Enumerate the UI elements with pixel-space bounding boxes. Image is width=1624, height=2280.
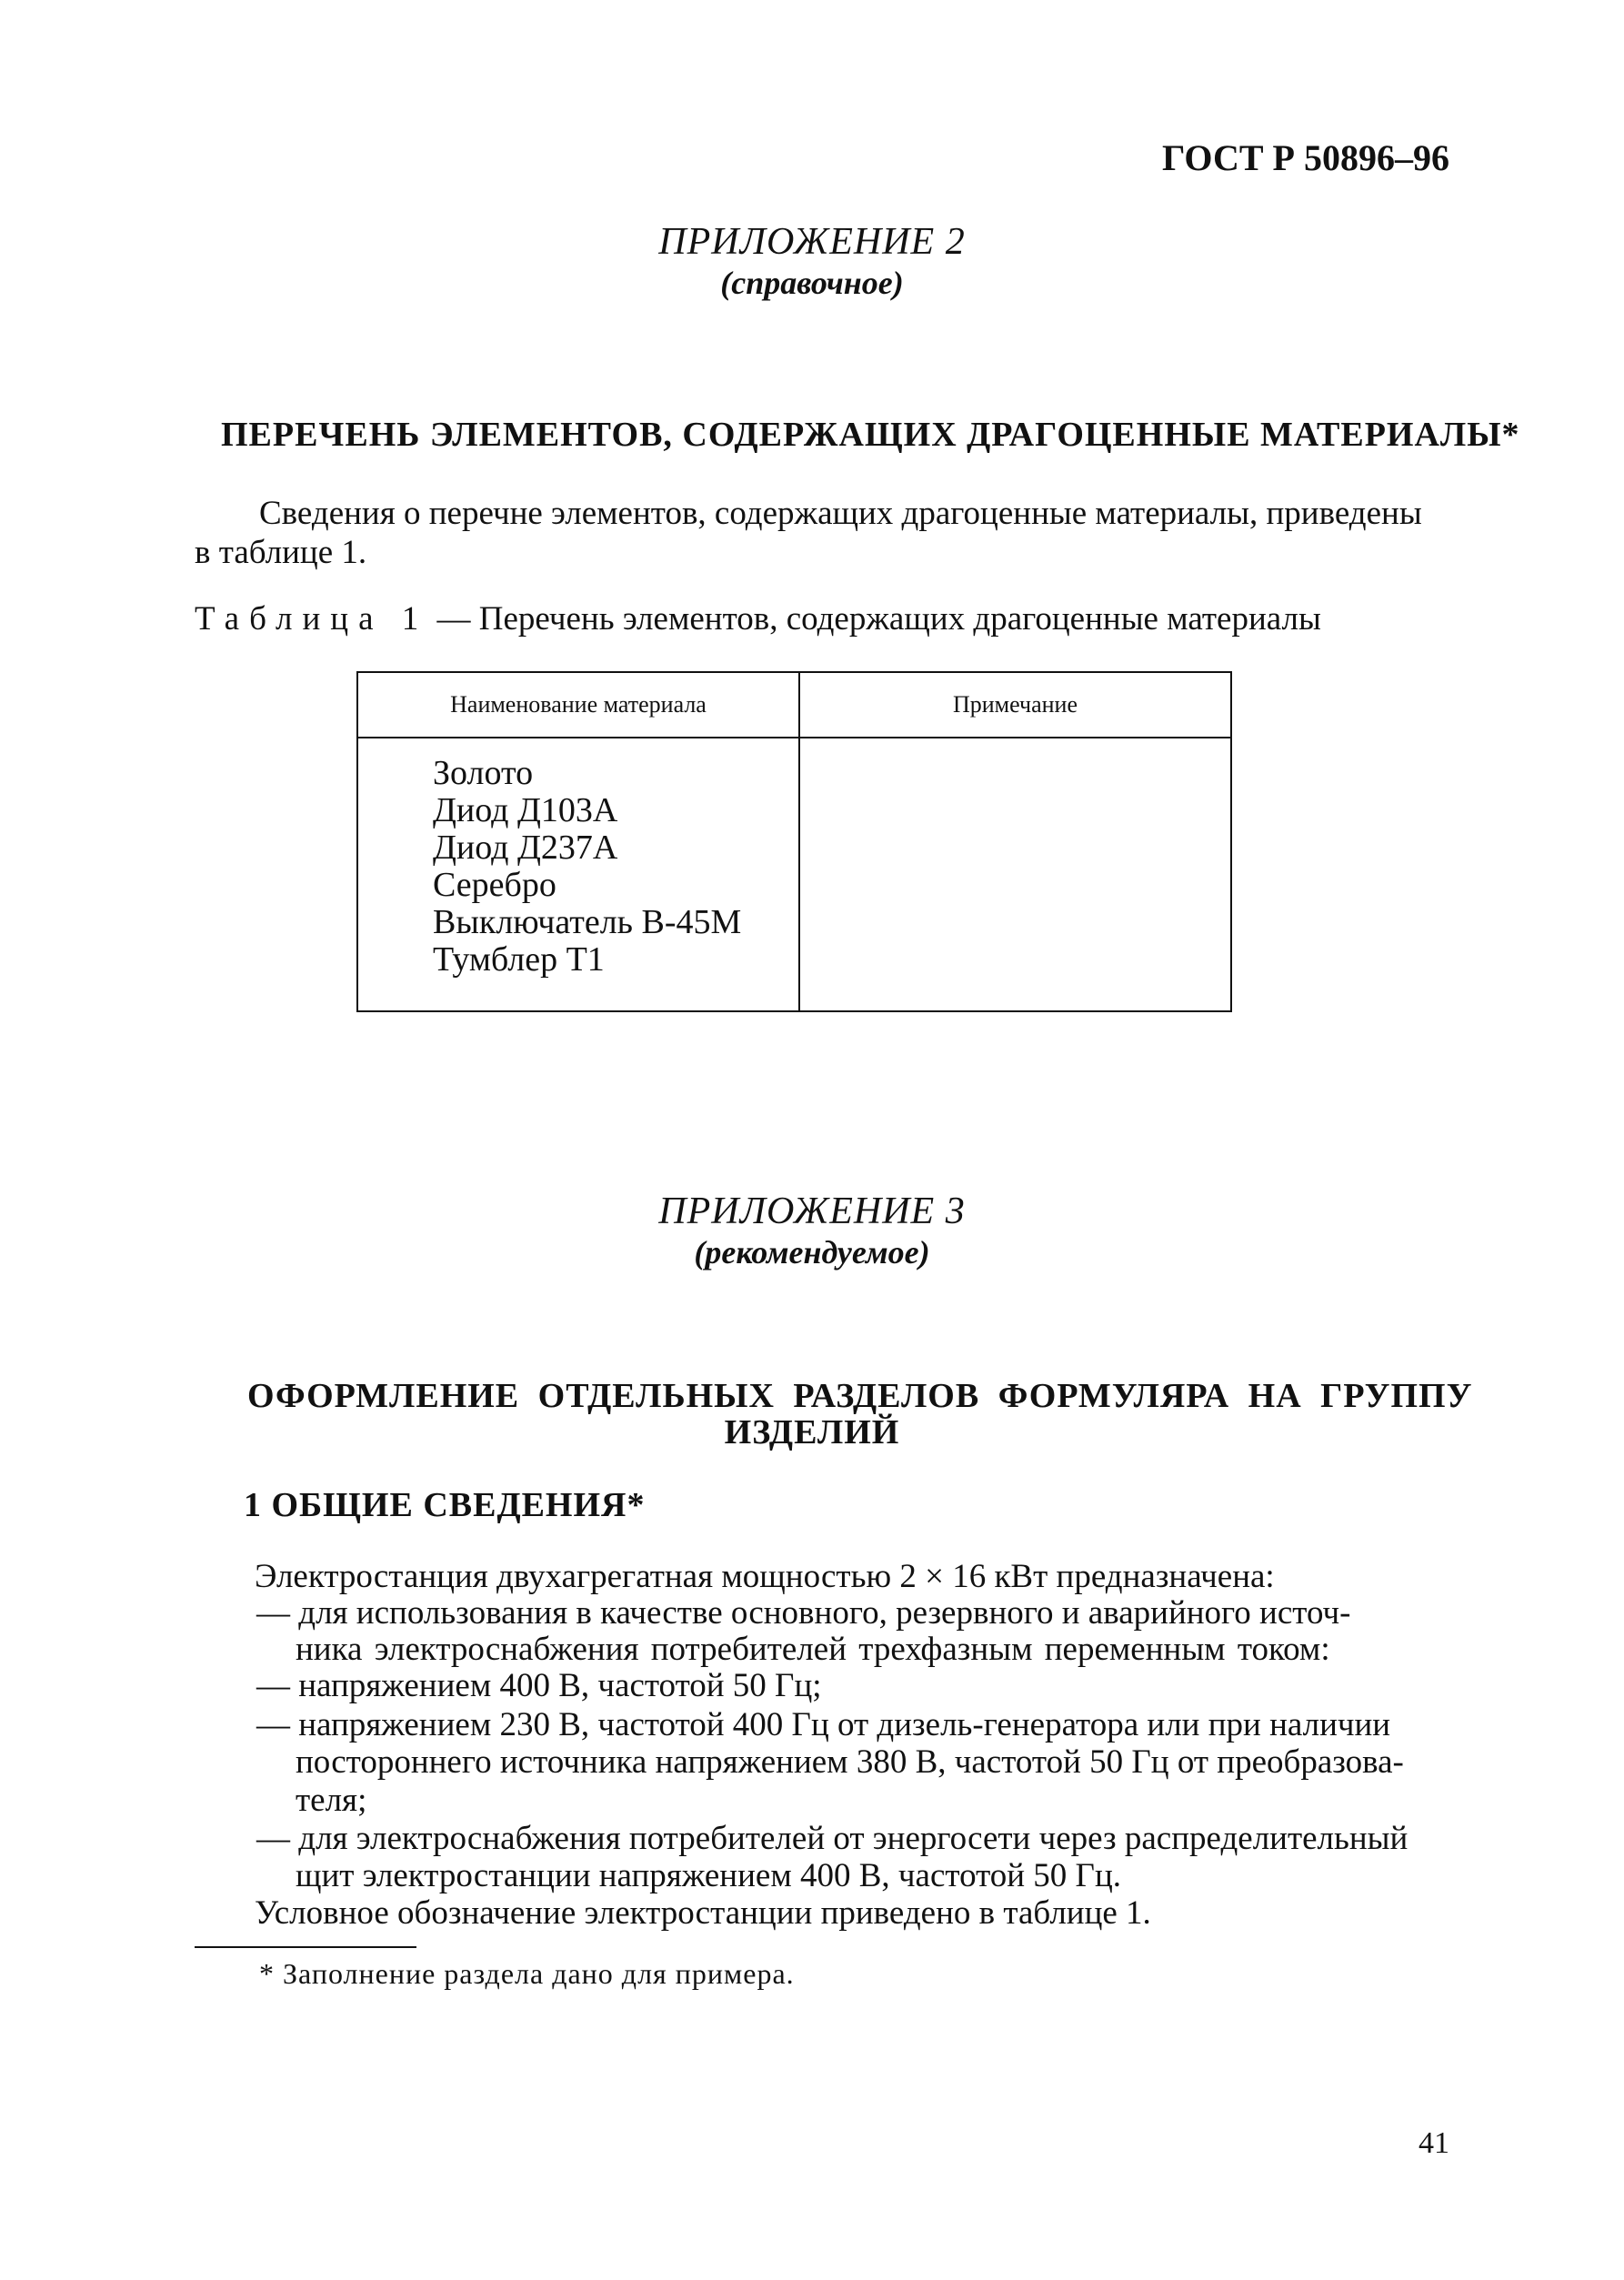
column-header-note: Примечание	[799, 672, 1231, 738]
list-item: Диод Д103А	[433, 791, 618, 829]
column-header-material: Наименование материала	[357, 672, 799, 738]
list-item: Золото	[433, 754, 534, 792]
list-item: Серебро	[433, 866, 556, 904]
footnote: * Заполнение раздела дано для примера.	[259, 1957, 795, 1990]
appendix-2-heading: ПЕРЕЧЕНЬ ЭЛЕМЕНТОВ, СОДЕРЖАЩИХ ДРАГОЦЕННЫЕ МАТЕРИАЛЫ*	[221, 416, 1520, 454]
text-line: ника электроснабжения потребителей трехфазным переменным током:	[296, 1631, 1330, 1668]
table-caption	[195, 597, 1321, 642]
text-line: щит электростанции напряжением 400 В, частотой 50 Гц.	[296, 1857, 1121, 1894]
note-cell	[799, 738, 1231, 1011]
text-line: — напряжением 230 В, частотой 400 Гц от дизель-генератора или при наличии	[256, 1706, 1391, 1743]
material-list-cell	[357, 738, 799, 1011]
page-number: 41	[1418, 2126, 1449, 2160]
footnote-divider	[195, 1946, 416, 1948]
text-line: Условное обозначение электростанции приведено в таблице 1.	[255, 1894, 1151, 1932]
table-caption-label: Таблица 1	[195, 600, 429, 638]
table-caption-text: — Перечень элементов, содержащих драгоценные материалы	[428, 600, 1321, 638]
list-item: Выключатель В-45М	[433, 903, 742, 941]
section-1-title: 1 ОБЩИЕ СВЕДЕНИЯ*	[244, 1486, 646, 1524]
appendix-2-subtitle: (справочное)	[720, 265, 904, 301]
list-item: Диод Д237А	[433, 829, 618, 867]
intro-line-2: в таблице 1.	[195, 534, 367, 571]
text-line: — для использования в качестве основного, резервного и аварийного источ-	[256, 1594, 1351, 1632]
text-line: — напряжением 400 В, частотой 50 Гц;	[256, 1667, 822, 1704]
text-line: теля;	[296, 1782, 367, 1819]
intro-line-1: Сведения о перечне элементов, содержащих драгоценные материалы, приведены	[259, 495, 1422, 532]
standard-number: ГОСТ Р 50896–96	[1161, 137, 1449, 178]
appendix-3-heading-line-2: ИЗДЕЛИЙ	[724, 1413, 900, 1451]
appendix-3-title: ПРИЛОЖЕНИЕ 3	[658, 1190, 966, 1232]
materials-table	[356, 671, 1232, 1012]
text-line: — для электроснабжения потребителей от энергосети через распределительный	[256, 1820, 1408, 1857]
appendix-3-heading-line-1: ОФОРМЛЕНИЕ ОТДЕЛЬНЫХ РАЗДЕЛОВ ФОРМУЛЯРА НА ГРУППУ	[247, 1377, 1473, 1415]
text-line: Электростанция двухагрегатная мощностью 2 × 16 кВт предназначена:	[255, 1558, 1275, 1595]
text-line: постороннего источника напряжением 380 В, частотой 50 Гц от преобразова-	[296, 1743, 1404, 1781]
appendix-3-subtitle: (рекомендуемое)	[694, 1234, 930, 1271]
list-item: Тумблер Т1	[433, 940, 605, 979]
appendix-2-title: ПРИЛОЖЕНИЕ 2	[658, 221, 966, 263]
